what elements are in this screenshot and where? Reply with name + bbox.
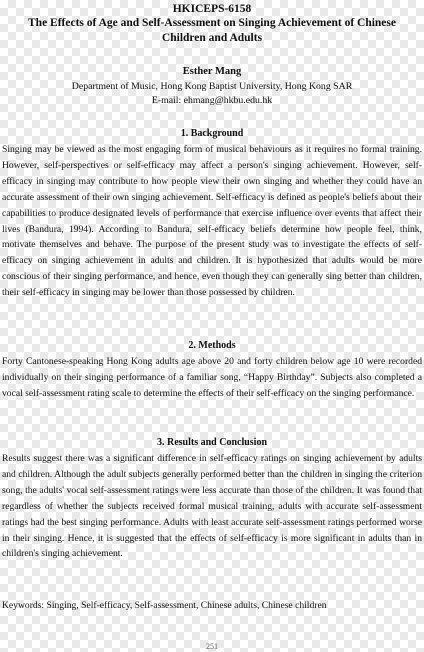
section-body-background: Singing may be viewed as the most engaging form of musical behaviours as it requires no formal training. However, self-perspectives or self-efficacy may affect a person's singing achievement. However, self-efficacy in singing may contribute to how people view their own singing and whether they could have an accurate assessment of their own singing achievement. Self-efficacy is defined as people's beliefs about their capabilities to produce designated levels of performance that exercise influence over events that affect their lives (Bandura, 1994). According to Bandura, self-efficacy beliefs determine how people feel, think, motivate themselves and behave. The purpose of the present study was to investigate the effects of self-efficacy on singing achievement in adults and children. It is hypothesized that adults would be more conscious of their singing performance, and hence, even though they can generally sing better than children, their self-efficacy in singing may be lower than those possessed by children. [2,144,422,299]
email-line[interactable]: E-mail: ehmang@hkbu.edu.hk [151,95,273,106]
author-affiliation [0,80,424,108]
section-heading-background: 1. Background [180,128,244,139]
keywords: Keywords: Singing, Self-efficacy, Self-assessment, Chinese adults, Chinese children [2,600,327,611]
paper-title: The Effects of Age and Self-Assessment on Singing Achievement of Chinese Children and Adults [28,17,396,44]
author-name: Esther Mang [182,66,242,77]
affiliation-line: Department of Music, Hong Kong Baptist University, Hong Kong SAR [71,81,353,92]
paper-code: HKICEPS-6158 [172,3,252,15]
page-number: 251 [206,642,218,651]
section-body-methods: Forty Cantonese-speaking Hong Kong adults age above 20 and forty children below age 10 were recorded individually on their singing performance of a familiar song, “Happy Birthday”. Subjects also completed a vocal self-assessment rating scale to determine the effects of their self-efficacy on the singing performance. [2,356,422,399]
section-body-results: Results suggest there was a significant difference in self-efficacy ratings on singing achievement by adults and children. Although the adult subjects generally performed better than the children in singing the criterion song, the adults' vocal self-assessment ratings were less accurate than those of the children. It was found that regardless of whether the subjects received formal musical training, adults with accurate self-assessment ratings had the best singing performance. Adults with least accurate self-assessment ratings performed worse in their singing. Hence, it is suggested that the effects of self-efficacy is more significant in adults than in children's singing achievement. [2,453,422,560]
section-heading-methods: 2. Methods [188,340,236,351]
section-heading-results: 3. Results and Conclusion [156,437,268,448]
